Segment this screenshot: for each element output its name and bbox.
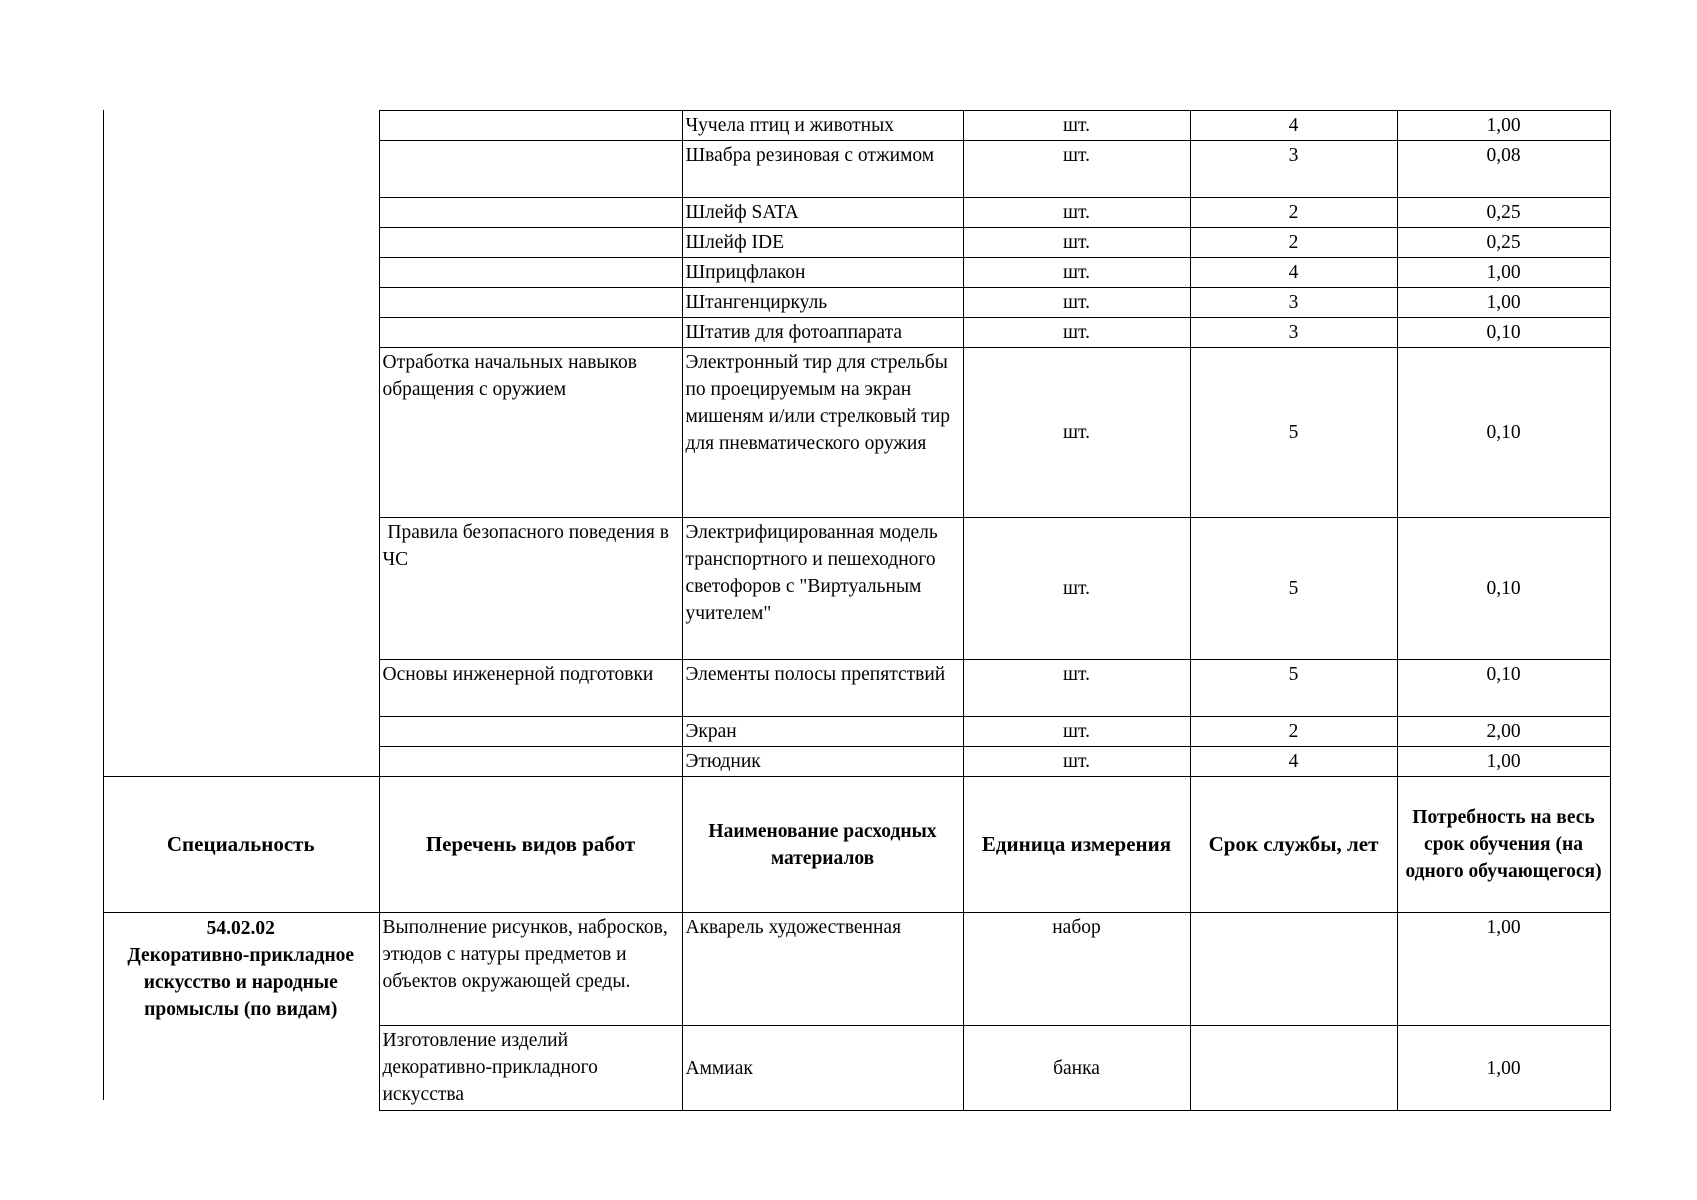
- material-cell: Шлейф IDE: [682, 228, 963, 258]
- work-cell: [379, 288, 682, 318]
- years-cell: 4: [1190, 747, 1397, 777]
- specialty-cell-empty: [103, 111, 379, 777]
- years-cell: 5: [1190, 518, 1397, 660]
- work-cell: Выполнение рисунков, набросков, этюдов с натуры предметов и объектов окружающей среды.: [379, 913, 682, 1026]
- need-cell: 0,10: [1397, 348, 1610, 518]
- material-cell: Аммиак: [682, 1026, 963, 1111]
- material-cell: Экран: [682, 717, 963, 747]
- header-lifetime: Срок службы, лет: [1190, 777, 1397, 913]
- unit-cell: шт.: [963, 198, 1190, 228]
- years-cell: 3: [1190, 318, 1397, 348]
- need-cell: 0,25: [1397, 198, 1610, 228]
- material-cell: Этюдник: [682, 747, 963, 777]
- need-cell: 1,00: [1397, 258, 1610, 288]
- years-cell: 4: [1190, 258, 1397, 288]
- years-cell: 2: [1190, 228, 1397, 258]
- need-cell: 0,25: [1397, 228, 1610, 258]
- specialty-name: Декоративно-прикладное искусство и народные промыслы (по видам): [127, 945, 355, 1020]
- unit-cell: шт.: [963, 318, 1190, 348]
- work-cell: [379, 258, 682, 288]
- material-cell: Электронный тир для стрельбы по проецируемым на экран мишеням и/или стрелковый тир для пневматического оружия: [682, 348, 963, 518]
- unit-cell: шт.: [963, 518, 1190, 660]
- material-cell: Штангенциркуль: [682, 288, 963, 318]
- work-cell: Отработка начальных навыков обращения с оружием: [379, 348, 682, 518]
- years-cell: 4: [1190, 111, 1397, 141]
- specialty-code: 54.02.02: [206, 918, 275, 939]
- work-cell: [379, 747, 682, 777]
- years-cell: 3: [1190, 288, 1397, 318]
- need-cell: 0,10: [1397, 318, 1610, 348]
- material-cell: Швабра резиновая с отжимом: [682, 141, 963, 198]
- unit-cell: набор: [963, 913, 1190, 1026]
- unit-cell: шт.: [963, 141, 1190, 198]
- need-cell: 0,08: [1397, 141, 1610, 198]
- years-cell: [1190, 1026, 1397, 1111]
- material-cell: Штатив для фотоаппарата: [682, 318, 963, 348]
- header-need: Потребность на весь срок обучения (на одного обучающегося): [1397, 777, 1610, 913]
- need-cell: 0,10: [1397, 518, 1610, 660]
- material-cell: Акварель художественная: [682, 913, 963, 1026]
- header-specialty: Специальность: [103, 777, 379, 913]
- header-materials: Наименование расходных материалов: [682, 777, 963, 913]
- material-cell: Шлейф SATA: [682, 198, 963, 228]
- unit-cell: шт.: [963, 288, 1190, 318]
- years-cell: 2: [1190, 717, 1397, 747]
- work-cell: [379, 318, 682, 348]
- unit-cell: шт.: [963, 228, 1190, 258]
- material-cell: Чучела птиц и животных: [682, 111, 963, 141]
- work-cell: [379, 717, 682, 747]
- unit-cell: шт.: [963, 660, 1190, 717]
- work-cell: [379, 228, 682, 258]
- work-cell: Изготовление изделий декоративно-прикладного искусства: [379, 1026, 682, 1111]
- need-cell: 1,00: [1397, 747, 1610, 777]
- specialty-cell: [103, 913, 379, 1111]
- unit-cell: банка: [963, 1026, 1190, 1111]
- work-cell: Правила безопасного поведения в ЧС: [379, 518, 682, 660]
- material-cell: Шприцфлакон: [682, 258, 963, 288]
- need-cell: 2,00: [1397, 717, 1610, 747]
- need-cell: 1,00: [1397, 1026, 1610, 1111]
- unit-cell: шт.: [963, 258, 1190, 288]
- work-cell: Основы инженерной подготовки: [379, 660, 682, 717]
- work-cell: [379, 111, 682, 141]
- need-cell: 0,10: [1397, 660, 1610, 717]
- material-cell: Элементы полосы препятствий: [682, 660, 963, 717]
- need-cell: 1,00: [1397, 111, 1610, 141]
- unit-cell: шт.: [963, 717, 1190, 747]
- years-cell: 5: [1190, 660, 1397, 717]
- need-cell: 1,00: [1397, 288, 1610, 318]
- work-cell: [379, 141, 682, 198]
- materials-table: [103, 110, 1611, 1111]
- years-cell: 3: [1190, 141, 1397, 198]
- header-unit: Единица измерения: [963, 777, 1190, 913]
- unit-cell: шт.: [963, 747, 1190, 777]
- left-margin-rule: [103, 110, 104, 1100]
- unit-cell: шт.: [963, 348, 1190, 518]
- need-cell: 1,00: [1397, 913, 1610, 1026]
- years-cell: 5: [1190, 348, 1397, 518]
- material-cell: Электрифицированная модель транспортного и пешеходного светофоров с "Виртуальным учителем": [682, 518, 963, 660]
- table-header-row: [103, 777, 1610, 913]
- header-work-types: Перечень видов работ: [379, 777, 682, 913]
- years-cell: 2: [1190, 198, 1397, 228]
- table-row: [103, 111, 1610, 141]
- table-row: [103, 913, 1610, 1026]
- years-cell: [1190, 913, 1397, 1026]
- work-cell: [379, 198, 682, 228]
- unit-cell: шт.: [963, 111, 1190, 141]
